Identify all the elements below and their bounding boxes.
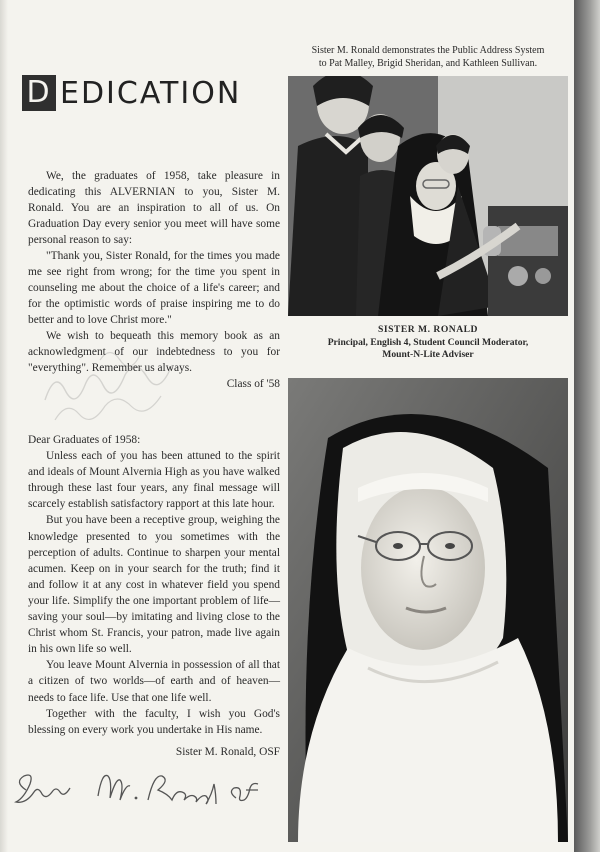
letter-salutation: Dear Graduates of 1958: bbox=[28, 434, 141, 446]
letter-to-graduates bbox=[28, 432, 280, 760]
caption-line: Sister M. Ronald demonstrates the Public Address System bbox=[311, 45, 545, 56]
portrait-roles: Principal, English 4, Student Council Moderator, bbox=[327, 336, 529, 348]
faint-handwriting bbox=[40, 340, 180, 430]
portrait-photo bbox=[288, 378, 568, 842]
letter-paragraph: But you have been a receptive group, weighing the knowledge presented to you sometimes with the perception of adults. Continue to sharpen your mental acumen. Keep on in your search for the truth; find it and follow it at any cost in whatever field you spend your life. Simplify the one important problem of life—saving your soul—by imitating and living close to the Christ whom St. Francis, your patron, made live again in his own life so well. bbox=[28, 514, 280, 656]
page-gutter-shadow bbox=[574, 0, 600, 852]
portrait-name: SISTER M. RONALD bbox=[378, 324, 478, 335]
dedication-paragraph: We wish to bequeath this memory book as an acknowledgment of our indebtedness to you for "everything". Remember us always. bbox=[28, 330, 280, 374]
letter-paragraph: Unless each of you has been attuned to the spirit and ideals of Mount Alvernia High as you have walked through these last four years, any final message will scarcely establish satisfactory rapport at this late hour. bbox=[28, 450, 280, 511]
caption-line: to Pat Malley, Brigid Sheridan, and Kathleen Sullivan. bbox=[318, 58, 538, 69]
page-edge-shadow bbox=[0, 0, 8, 852]
class-signature: Class of '58 bbox=[226, 378, 280, 390]
title-rest: EDICATION bbox=[60, 75, 242, 111]
title-initial: D bbox=[22, 75, 56, 111]
dedication-paragraph: We, the graduates of 1958, take pleasure in dedicating this ALVERNIAN to you, Sister M. Ronald. You are an inspiration to all of us. On Graduation Day every senior you meet will have some personal reason to say: bbox=[28, 170, 280, 246]
portrait-roles: Mount-N-Lite Adviser bbox=[382, 349, 474, 360]
photo-caption-portrait bbox=[288, 324, 568, 362]
letter-paragraph: You leave Mount Alvernia in possession of all that a citizen of two worlds—of earth and of heaven—needs to face life. Use that one life well. bbox=[28, 659, 280, 704]
photo-caption-top bbox=[288, 44, 568, 70]
letter-paragraph: Together with the faculty, I wish you God's blessing on every work you undertake in His name. bbox=[28, 707, 280, 736]
page-title bbox=[22, 75, 241, 111]
handwritten-signature bbox=[8, 760, 278, 820]
dedication-paragraph: "Thank you, Sister Ronald, for the times you made me see right from wrong; for the time you spent in counseling me about the choice of a life's career; and for the optimistic words of praise inspiring me to do better and to love Christ more." bbox=[28, 250, 280, 326]
group-photo bbox=[288, 76, 568, 316]
letter-signoff: Sister M. Ronald, OSF bbox=[175, 745, 280, 758]
